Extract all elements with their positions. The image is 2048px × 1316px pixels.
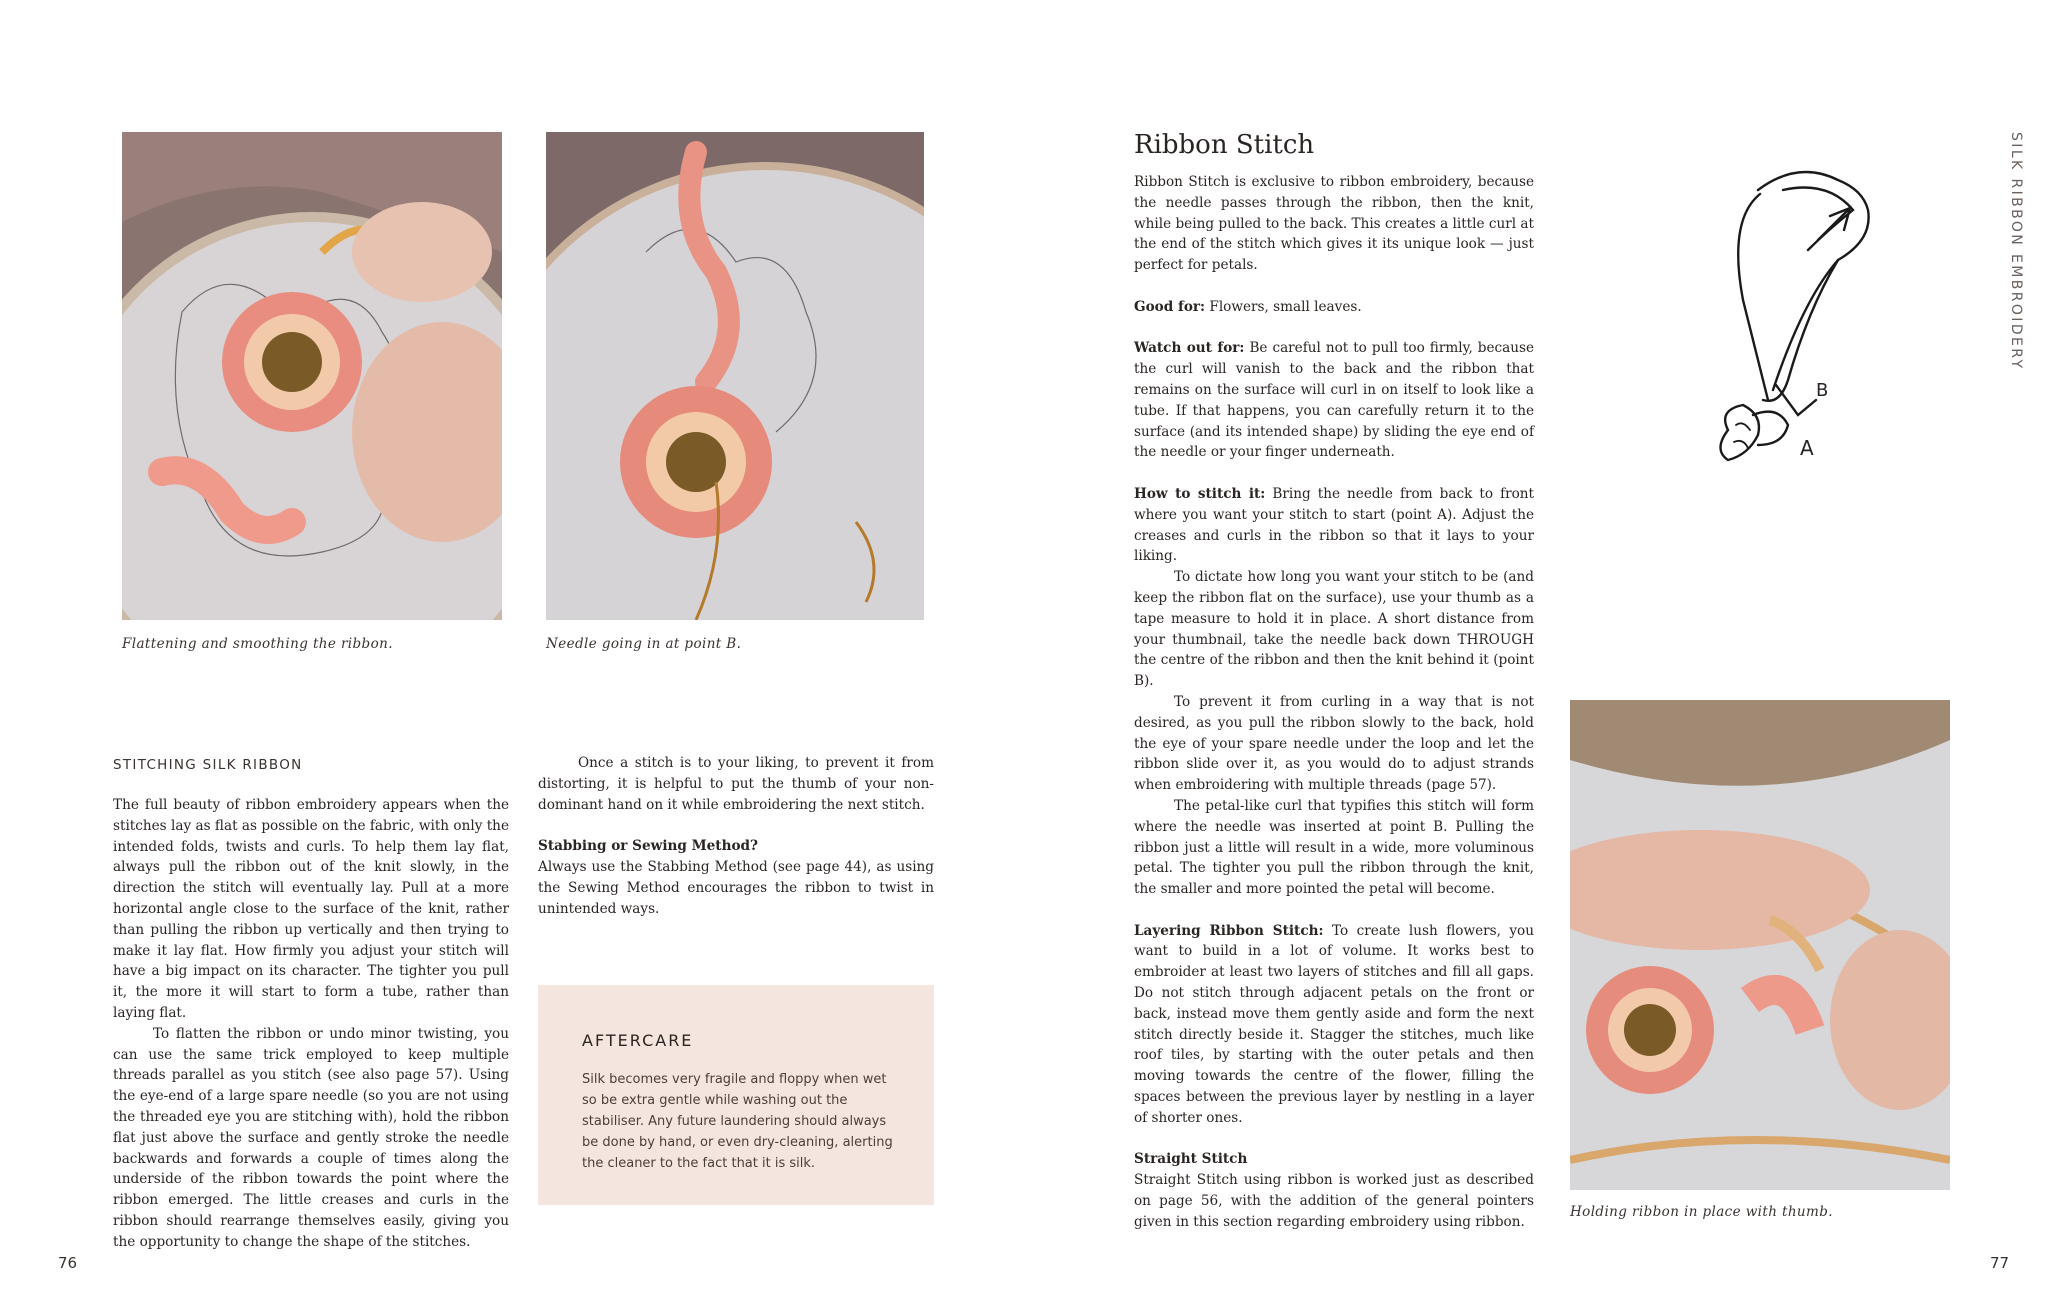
body-right-column: [1134, 172, 1534, 1233]
watch-out-for: [1134, 338, 1534, 463]
paragraph: Ribbon Stitch is exclusive to ribbon embroidery, because the needle passes through the ribbon, then the knit, while being pulled to the back. This creates a little curl at the end of the stitch which gives it its unique look — just perfect for petals.: [1134, 174, 1534, 274]
how-to-stitch: [1134, 484, 1534, 567]
photo-flattening-ribbon: [122, 132, 502, 620]
straight-stitch-heading: Straight Stitch: [1134, 1151, 1248, 1168]
layer-label: Layering Ribbon Stitch:: [1134, 922, 1324, 939]
good-for-label: Good for:: [1134, 298, 1206, 315]
layering: [1134, 921, 1534, 1129]
aftercare-text: Silk becomes very fragile and floppy when wet so be extra gentle while washing out the stabiliser. Any future laundering should always be done by hand, or even dry-cleaning, alerting the cleaner to the fact that it is silk.: [582, 1072, 893, 1171]
paragraph: To flatten the ribbon or undo minor twisting, you can use the same trick employed to keep multiple threads parallel as you stitch (see also page 57). Using the eye-end of a large spare needle (so you are not using the threaded eye you are stitching with), hold the ribbon flat just above the surface and gently stroke the needle backwards and forwards a couple of times along the underside of the ribbon towards the point where the ribbon emerged. The little creases and curls in the ribbon should rearrange themselves easily, giving you the opportunity to change the shape of the stitches.: [113, 1025, 509, 1250]
paragraph: Always use the Stabbing Method (see page 44), as using the Sewing Method encourages the ribbon to twist in unintended ways.: [538, 858, 934, 917]
how-text: Bring the needle from back to front where you want your stitch to start (point A). Adjust the creases and curls in the ribbon so that it lays to your liking.: [1134, 485, 1534, 565]
aftercare-box: [538, 985, 934, 1205]
page-number-right: 77: [1990, 1254, 2010, 1272]
paragraph: Once a stitch is to your liking, to prevent it from distorting, it is helpful to put the thumb of your non-dominant hand on it while embroidering the next stitch.: [538, 755, 934, 813]
watch-label: Watch out for:: [1134, 340, 1245, 357]
running-head-side-label: SILK RIBBON EMBROIDERY: [2008, 132, 2024, 371]
caption-needle-point-b: Needle going in at point B.: [546, 636, 742, 652]
good-for: [1134, 297, 1534, 318]
caption-holding-ribbon: Holding ribbon in place with thumb.: [1570, 1204, 1833, 1220]
ribbon-stitch-diagram: [1688, 160, 1928, 490]
body-column-1: [113, 795, 509, 1253]
layer-text: To create lush flowers, you want to build in a lot of volume. It works best to embroider at least two layers of stitches and fill all gaps. Do not stitch through adjacent petals on the front or back, instead move them gently aside and form the next stitch directly beside it. Stagger the stitches, much like roof tiles, by starting with the outer petals and then moving towards the centre of the flower, filling the spaces between the previous layer by nestling in a layer of shorter ones.: [1134, 922, 1534, 1126]
paragraph: The petal-like curl that typifies this stitch will form where the needle was inserted at point B. Pulling the ribbon just a little will result in a wide, more voluminous petal. The tighter you pull the ribbon through the knit, the smaller and more pointed the petal will become.: [1134, 797, 1534, 898]
body-column-2: [538, 753, 934, 919]
right-page: [1024, 0, 2048, 1316]
good-for-text: Flowers, small leaves.: [1209, 298, 1362, 315]
watch-text: Be careful not to pull too firmly, because the curl will vanish to the back and the ribbon that remains on the surface will curl in on itself to look like a tube. If that happens, you can carefully return it to the surface (and its intended shape) by sliding the eye end of the needle or your finger underneath.: [1134, 340, 1534, 461]
paragraph: To prevent it from curling in a way that is not desired, as you pull the ribbon slowly to the back, hold the eye of your spare needle under the loop and let the ribbon slide over it, as you would do to adjust strands when embroidering with multiple threads (page 57).: [1134, 693, 1534, 794]
stabbing-heading: Stabbing or Sewing Method?: [538, 838, 759, 855]
page-title: Ribbon Stitch: [1134, 130, 1315, 160]
paragraph: Straight Stitch using ribbon is worked just as described on page 56, with the addition of the general pointers given in this section regarding embroidery using ribbon.: [1134, 1172, 1534, 1230]
photo-holding-ribbon: [1570, 700, 1950, 1190]
page-number-left: 76: [58, 1254, 78, 1272]
section-heading-stitching-silk-ribbon: STITCHING SILK RIBBON: [113, 757, 303, 773]
aftercare-title: AFTERCARE: [582, 1031, 694, 1050]
diagram-label-b: B: [1816, 380, 1829, 401]
how-label: How to stitch it:: [1134, 485, 1266, 502]
caption-flattening: Flattening and smoothing the ribbon.: [122, 636, 393, 652]
diagram-label-a: A: [1800, 436, 1814, 460]
paragraph: To dictate how long you want your stitch to be (and keep the ribbon flat on the surface), use your thumb as a tape measure to hold it in place. A short distance from your thumbnail, take the needle back down THROUGH the centre of the ribbon and then the knit behind it (point B).: [1134, 569, 1534, 690]
photo-needle-point-b: [546, 132, 924, 620]
paragraph: The full beauty of ribbon embroidery appears when the stitches lay as flat as possible on the fabric, with only the intended folds, twists and curls. To help them lay flat, always pull the ribbon out of the knit slowly, in the direction the stitch will eventually lay. Pull at a more horizontal angle close to the surface of the knit, rather than pulling the ribbon up vertically and then trying to make it lay flat. How firmly you adjust your stitch will have a big impact on its character. The tighter you pull it, the more it will start to form a tube, rather than laying flat.: [113, 797, 509, 1021]
